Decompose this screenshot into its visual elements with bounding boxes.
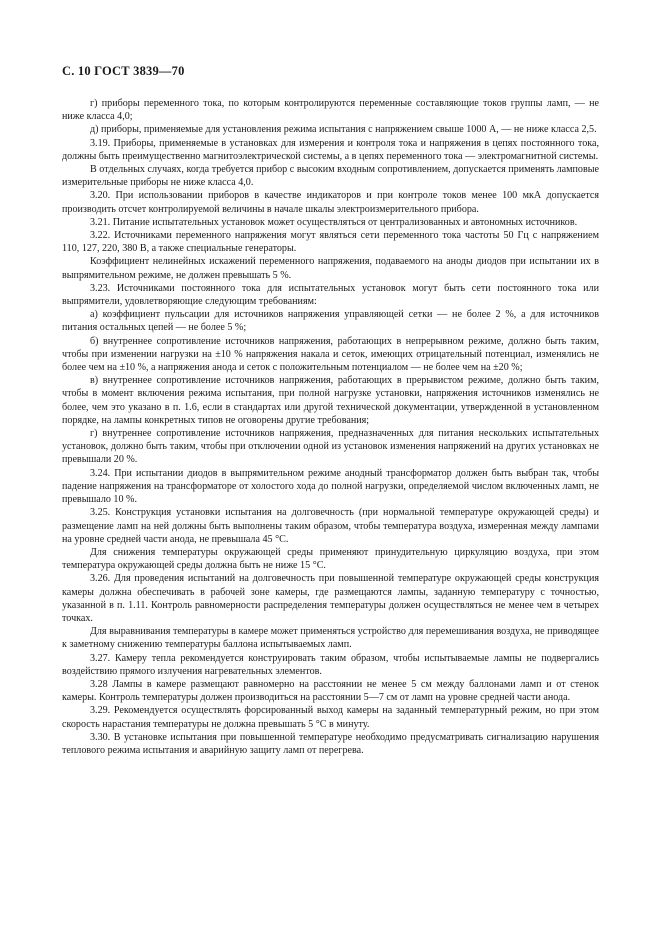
paragraph: в) внутреннее сопротивление источников напряжения, работающих в прерывистом режиме, должно быть таким, чтобы в момент включения режима испытания, при полной нагрузке установки, напряжения источников изменялись не более, чем это указано в п. 1.6, если в стандартах или другой технической документации, утвержденной в установленном порядке, на лампы конкретных типов не оговорены другие требования; — [62, 375, 599, 426]
paragraph: Для выравнивания температуры в камере может применяться устройство для перемешивания воздуха, не приводящее к заметному снижению температуры баллона испытываемых ламп. — [62, 626, 599, 651]
paragraph: г) приборы переменного тока, по которым контролируются переменные составляющие токов группы ламп, — не ниже класса 4,0; — [62, 98, 599, 123]
paragraph: Для снижения температуры окружающей среды применяют принудительную циркуляцию воздуха, при этом температура окружающей среды должна быть не ниже 15 °С. — [62, 546, 599, 572]
page-number: С. 10 — [62, 64, 91, 78]
standard-designation: ГОСТ 3839—70 — [94, 64, 185, 78]
paragraph: 3.28 Лампы в камере размещают равномерно на расстоянии не менее 5 см между баллонами ламп и от стенок камеры. Контроль температуры должен производиться на расстоянии 5—7 см от ламп на уровне средней части анода. — [62, 678, 599, 704]
paragraph: 3.26. Для проведения испытаний на долговечность при повышенной температуре окружающей среды конструкция камеры должна обеспечивать в рабочей зоне камеры, где размещаются лампы, заданную температуру с точностью, указанной в п. 1.11. Контроль равномерности распределения температуры должен осуществляться не менее чем в четырех точках. — [62, 573, 599, 624]
paragraph: 3.29. Рекомендуется осуществлять форсированный выход камеры на заданный температурный режим, но при этом скорость нарастания температуры не должна превышать 5 °С в минуту. — [62, 705, 599, 730]
paragraph: В отдельных случаях, когда требуется прибор с высоким входным сопротивлением, допускается применять ламповые измерительные приборы не ниже класса 4,0. — [62, 164, 599, 189]
page-header — [62, 64, 185, 79]
paragraph: 3.19. Приборы, применяемые в установках для измерения и контроля тока и напряжения в цепях постоянного тока, должны быть преимущественно магнитоэлектрической системы, а в цепях переменного тока — электромагнитной системы. — [62, 137, 599, 162]
paragraph: 3.27. Камеру тепла рекомендуется конструировать таким образом, чтобы испытываемые лампы не подвергались воздействию прямого излучения нагревательных элементов. — [62, 652, 599, 677]
paragraph: 3.24. При испытании диодов в выпрямительном режиме анодный трансформатор должен быть выбран так, чтобы падение напряжения на трансформаторе от холостого хода до полной нагрузки, определяемой числом включенных ламп, не превышало 10 %. — [62, 467, 599, 506]
paragraph: 3.20. При использовании приборов в качестве индикаторов и при контроле токов менее 100 мкА допускается производить отсчет контролируемой величины в начале шкалы электроизмерительного прибора. — [62, 190, 599, 215]
paragraph: а) коэффициент пульсации для источников напряжения управляющей сетки — не более 2 %, а для источников питания остальных цепей — не более 5 %; — [62, 309, 599, 334]
paragraph: 3.25. Конструкция установки испытания на долговечность (при нормальной температуре окружающей среды) и размещение ламп на ней должны быть выполнены таким образом, чтобы температура воздуха, измеренная между лампами на уровне средней части анода, не превышала 45 °С. — [62, 507, 599, 545]
paragraph: б) внутреннее сопротивление источников напряжения, работающих в непрерывном режиме, должно быть таким, чтобы при изменении нагрузки на ±10 % напряжения накала и сеток, имеющих отрицательный потенциал, изменялись не более чем на ±10 %, а напряжения анода и сеток с положительным потенциалом — не более чем на ±20 %; — [62, 335, 599, 374]
paragraph: 3.23. Источниками постоянного тока для испытательных установок могут быть сети постоянного тока или выпрямители, удовлетворяющие следующим требованиям: — [62, 282, 599, 308]
paragraph: 3.21. Питание испытательных установок может осуществляться от централизованных и автономных источников. — [90, 216, 578, 228]
document-body — [62, 97, 599, 757]
paragraph: г) внутреннее сопротивление источников напряжения, предназначенных для питания нескольких испытательных установок, должно быть таким, чтобы при отключении одной из установок изменения напряжений на других установках не превышали 20 %. — [62, 428, 599, 466]
paragraph: 3.22. Источниками переменного напряжения могут являться сети переменного тока частоты 50 Гц с напряжением 110, 127, 220, 380 В, а также специальные генераторы. — [62, 230, 599, 255]
paragraph: Коэффициент нелинейных искажений переменного напряжения, подаваемого на аноды диодов при испытании их в выпрямительном режиме, не должен превышать 5 %. — [62, 256, 599, 281]
paragraph: д) приборы, применяемые для установления режима испытания с напряжением свыше 1000 А, — не ниже класса 2,5. — [90, 124, 597, 136]
paragraph: 3.30. В установке испытания при повышенной температуре необходимо предусматривать сигнализацию нарушения теплового режима испытания и аварийную защиту ламп от перегрева. — [62, 731, 599, 756]
